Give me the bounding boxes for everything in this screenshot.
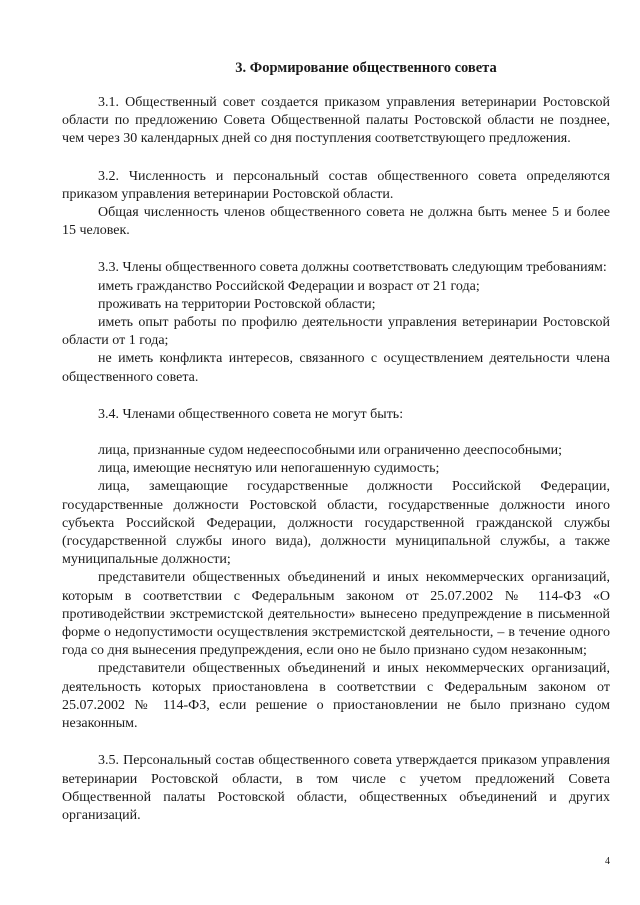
requirement-citizenship: иметь гражданство Российской Федерации и возраст от 21 года; xyxy=(98,278,480,294)
requirement-residence: проживать на территории Ростовской области; xyxy=(98,296,376,312)
paragraph-3-1: 3.1. Общественный совет создается приказом управления ветеринарии Ростовской области по предложению Совета Общественной палаты Ростовской области не позднее, чем через 30 календарных дней со дня поступления соответствующего предложения. xyxy=(62,95,610,147)
paragraph-3-3: 3.3. Члены общественного совета должны соответствовать следующим требованиям: xyxy=(98,260,607,276)
requirement-no-conflict: не иметь конфликта интересов, связанного с осуществлением деятельности члена общественного совета. xyxy=(62,351,610,385)
section-title: 3. Формирование общественного совета xyxy=(235,60,497,76)
paragraph-3-4: 3.4. Членами общественного совета не могут быть: xyxy=(98,406,404,422)
paragraph-3-2: 3.2. Численность и персональный состав общественного совета определяются приказом управления ветеринарии Ростовской области. xyxy=(62,168,610,202)
exclusion-suspended-organizations: представители общественных объединений и иных некоммерческих организаций, деятельность которых приостановлена в соответствии с Федеральным законом от 25.07.2002 № 114-ФЗ, если решение о приостановлении не было признано судом незаконным. xyxy=(62,661,610,732)
document-page xyxy=(62,58,610,825)
exclusion-criminal-record: лица, имеющие неснятую или непогашенную судимость; xyxy=(98,461,440,477)
requirement-experience: иметь опыт работы по профилю деятельности управления ветеринарии Ростовской области от 1 года; xyxy=(62,315,610,349)
page-number: 4 xyxy=(605,856,610,867)
exclusion-warned-organizations: представители общественных объединений и иных некоммерческих организаций, которым в соответствии с Федеральным законом от 25.07.2002 № 114-ФЗ «О противодействии экстремистской деятельности» вынесено предупреждение в письменной форме о недопустимости осуществления экстремистской деятельности, – в течение одного года со дня вынесения предупреждения, если оно не было признано судом незаконным; xyxy=(62,570,610,659)
paragraph-3-5: 3.5. Персональный состав общественного совета утверждается приказом управления ветеринарии Ростовской области, в том числе с учетом предложений Совета Общественной палаты Ростовской области, общественных объединений и других организаций. xyxy=(62,753,610,823)
paragraph-3-2-total: Общая численность членов общественного совета не должна быть менее 5 и более 15 человек. xyxy=(62,205,610,239)
exclusion-officials: лица, замещающие государственные должности Российской Федерации, государственные должности Ростовской области, государственные должности иного субъекта Российской Федерации, должности государственной гражданской службы (государственной службы иного вида), должности муниципальной службы, а также муниципальные должности; xyxy=(62,479,610,568)
exclusion-incapacitated: лица, признанные судом недееспособными или ограниченно дееспособными; xyxy=(98,443,563,459)
